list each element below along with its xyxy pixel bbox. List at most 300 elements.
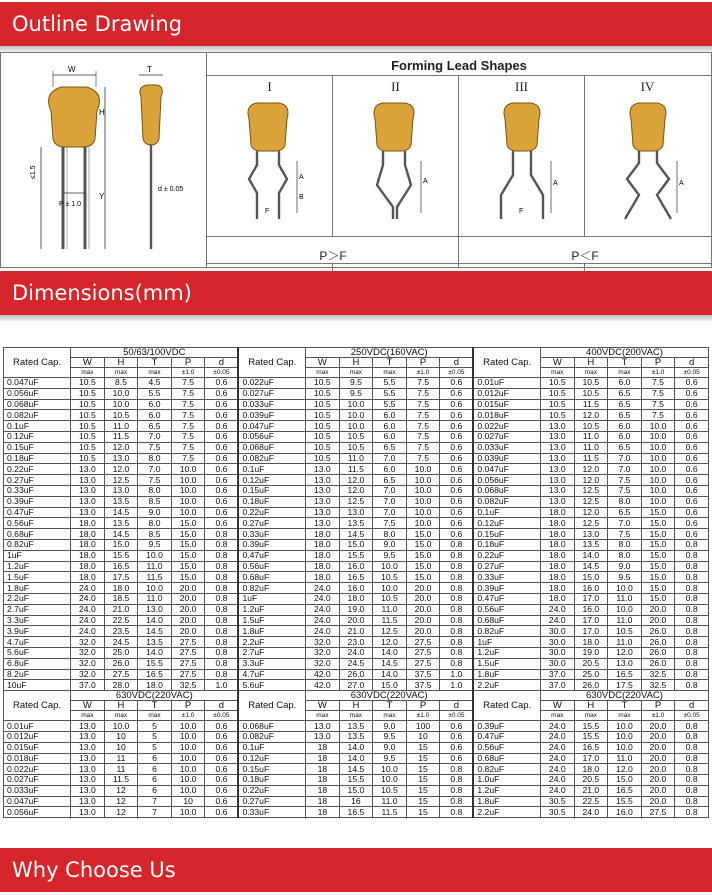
table-cell: 0.6	[205, 431, 239, 442]
table-cell: 6.0	[373, 431, 407, 442]
table-cell: 27.5	[171, 669, 205, 680]
capacitance-cell: 0.68uF	[473, 753, 540, 764]
table-cell: 16.5	[339, 807, 373, 818]
table-cell: 10.0	[373, 764, 407, 775]
column-header: d	[675, 358, 709, 368]
dimensions-table	[3, 347, 709, 818]
table-cell: 11.0	[104, 421, 138, 432]
capacitance-cell: 0.82uF	[4, 539, 71, 550]
table-cell: 11.5	[373, 807, 407, 818]
table-cell: 0.6	[440, 421, 474, 432]
table-cell: 0.6	[440, 742, 474, 753]
table-cell: 37.0	[541, 669, 575, 680]
table-cell: 13.0	[71, 753, 105, 764]
table-cell: 20.0	[641, 604, 675, 615]
table-cell: 7	[138, 796, 172, 807]
column-subheader: ±1.0	[641, 368, 675, 378]
table-cell: 12.5	[104, 475, 138, 486]
table-cell: 30.0	[541, 626, 575, 637]
table-cell: 32.0	[71, 658, 105, 669]
table-cell: 7.5	[171, 421, 205, 432]
table-cell: 12.0	[608, 647, 642, 658]
table-cell: 0.8	[205, 572, 239, 583]
table-row	[4, 731, 709, 742]
table-cell: 12.0	[574, 410, 608, 421]
forming-lead-shapes	[207, 53, 711, 267]
capacitance-cell: 0.39uF	[473, 721, 540, 732]
table-cell: 9.5	[373, 753, 407, 764]
table-cell: 15.0	[406, 539, 440, 550]
table-cell: 0.6	[205, 475, 239, 486]
table-cell: 20.0	[641, 796, 675, 807]
table-cell: 10.0	[373, 583, 407, 594]
capacitance-cell: 4.7uF	[238, 669, 305, 680]
capacitance-cell: 0.027uF	[238, 388, 305, 399]
table-cell: 13.0	[71, 807, 105, 818]
table-cell: 6.5	[373, 442, 407, 453]
table-cell: 0.8	[205, 604, 239, 615]
table-row	[4, 796, 709, 807]
column-subheader: max	[574, 368, 608, 378]
table-cell: 26.0	[339, 669, 373, 680]
table-cell: 10.0	[171, 731, 205, 742]
column-header: H	[104, 701, 138, 711]
table-cell: 11.0	[373, 796, 407, 807]
capacitance-cell: 0.39uF	[473, 583, 540, 594]
table-cell: 0.6	[205, 399, 239, 410]
table-cell: 10.0	[406, 464, 440, 475]
table-cell: 0.6	[205, 753, 239, 764]
table-cell: 20.0	[171, 615, 205, 626]
table-cell: 10.0	[339, 410, 373, 421]
capacitance-cell: 0.47uF	[473, 593, 540, 604]
table-row	[4, 647, 709, 658]
table-cell: 8.0	[608, 550, 642, 561]
table-cell: 10.5	[306, 453, 340, 464]
capacitance-cell: 0.27uF	[238, 518, 305, 529]
column-header: d	[440, 358, 474, 368]
capacitance-cell: 0.018uF	[4, 753, 71, 764]
capacitance-cell: 3.3uF	[238, 658, 305, 669]
table-cell: 0.8	[675, 721, 709, 732]
table-cell: 0.6	[440, 496, 474, 507]
table-cell: 12.5	[574, 496, 608, 507]
column-header: W	[541, 701, 575, 711]
table-cell: 0.6	[440, 442, 474, 453]
table-cell: 0.6	[205, 453, 239, 464]
capacitance-cell: 2.2uF	[473, 680, 540, 691]
lead-diameter-label: d ± 0.05	[158, 186, 184, 193]
table-cell: 15.0	[171, 561, 205, 572]
table-cell: 12.0	[608, 764, 642, 775]
table-cell: 18	[306, 753, 340, 764]
capacitance-cell: 0.056uF	[473, 475, 540, 486]
table-cell: 10.5	[574, 378, 608, 389]
column-header: H	[574, 701, 608, 711]
capacitance-cell: 0.01uF	[4, 721, 71, 732]
column-header: W	[71, 358, 105, 368]
table-cell: 11.5	[138, 572, 172, 583]
table-cell: 20.5	[574, 775, 608, 786]
table-cell: 0.8	[675, 785, 709, 796]
table-cell: 7.5	[406, 421, 440, 432]
column-subheader: max	[574, 711, 608, 721]
table-cell: 11.5	[104, 775, 138, 786]
shape-1-a: A	[299, 174, 304, 181]
capacitance-cell: 0.027uF	[4, 775, 71, 786]
table-cell: 32.0	[71, 669, 105, 680]
table-cell: 0.6	[675, 378, 709, 389]
table-cell: 24.0	[541, 785, 575, 796]
capacitance-cell: 5.6uF	[238, 680, 305, 691]
table-cell: 7.5	[641, 410, 675, 421]
column-header: T	[608, 701, 642, 711]
capacitance-cell: 0.1uF	[473, 507, 540, 518]
table-cell: 27.5	[171, 647, 205, 658]
table-row	[4, 753, 709, 764]
table-cell: 24.0	[306, 583, 340, 594]
table-row	[4, 539, 709, 550]
table-cell: 11.5	[574, 399, 608, 410]
table-row	[4, 475, 709, 486]
table-cell: 18.0	[541, 539, 575, 550]
table-cell: 15.0	[104, 539, 138, 550]
shape-roman-3: III	[515, 79, 528, 94]
table-cell: 16	[339, 796, 373, 807]
table-cell: 0.8	[675, 764, 709, 775]
capacitance-cell: 1uF	[4, 550, 71, 561]
table-cell: 9.5	[373, 550, 407, 561]
table-cell: 26.0	[641, 658, 675, 669]
table-cell: 15	[406, 775, 440, 786]
column-subheader: ±1.0	[171, 368, 205, 378]
table-cell: 13.0	[71, 475, 105, 486]
table-cell: 10.5	[339, 442, 373, 453]
table-cell: 0.8	[205, 593, 239, 604]
table-cell: 10.0	[641, 431, 675, 442]
table-cell: 18.0	[306, 572, 340, 583]
capacitance-cell: 0.56uF	[238, 561, 305, 572]
capacitance-cell: 0.22uF	[473, 550, 540, 561]
table-row	[4, 561, 709, 572]
column-header: W	[306, 701, 340, 711]
table-cell: 7.0	[138, 431, 172, 442]
capacitance-cell: 0.018uF	[473, 410, 540, 421]
table-cell: 10.5	[306, 399, 340, 410]
table-cell: 14.5	[373, 658, 407, 669]
table-cell: 13.0	[541, 421, 575, 432]
table-cell: 13.0	[71, 731, 105, 742]
table-cell: 13.5	[104, 518, 138, 529]
table-cell: 18.0	[306, 539, 340, 550]
capacitance-cell: 1.2uF	[238, 604, 305, 615]
capacitance-cell: 1.5uF	[473, 658, 540, 669]
table-cell: 0.8	[440, 807, 474, 818]
table-cell: 0.8	[675, 593, 709, 604]
table-cell: 20.0	[406, 615, 440, 626]
table-cell: 12	[104, 796, 138, 807]
column-header: d	[440, 701, 474, 711]
capacitance-cell: 0.022uF	[4, 764, 71, 775]
table-cell: 16.0	[574, 604, 608, 615]
table-cell: 26.0	[104, 658, 138, 669]
table-cell: 10.0	[171, 485, 205, 496]
table-cell: 0.6	[675, 399, 709, 410]
table-cell: 10.0	[608, 742, 642, 753]
table-cell: 26.0	[641, 647, 675, 658]
table-cell: 6	[138, 764, 172, 775]
table-cell: 10.5	[373, 593, 407, 604]
rated-cap-header: Rated Cap.	[473, 348, 540, 378]
table-cell: 16.0	[339, 583, 373, 594]
table-cell: 15.0	[171, 518, 205, 529]
table-cell: 0.8	[205, 669, 239, 680]
column-subheader: max	[104, 368, 138, 378]
table-cell: 16.5	[138, 669, 172, 680]
table-cell: 0.8	[440, 775, 474, 786]
table-cell: 13.0	[104, 485, 138, 496]
capacitance-cell: 0.33uF	[473, 572, 540, 583]
table-cell: 20.0	[641, 753, 675, 764]
table-cell: 18.0	[104, 583, 138, 594]
table-cell: 6.0	[373, 421, 407, 432]
capacitance-cell: 0.039uF	[473, 453, 540, 464]
column-subheader: ±0.05	[440, 711, 474, 721]
table-cell: 32.5	[171, 680, 205, 691]
table-cell: 10.0	[171, 475, 205, 486]
table-header-row	[4, 348, 709, 358]
table-cell: 13.0	[541, 442, 575, 453]
table-cell: 11	[104, 753, 138, 764]
table-cell: 10.0	[641, 442, 675, 453]
table-row	[4, 518, 709, 529]
capacitance-cell: 0.068uF	[238, 721, 305, 732]
table-cell: 24.0	[541, 721, 575, 732]
table-cell: 13.0	[541, 496, 575, 507]
column-subheader: max	[71, 711, 105, 721]
table-cell: 37.5	[406, 680, 440, 691]
table-cell: 24.0	[541, 764, 575, 775]
shape-roman-4: IV	[640, 79, 655, 94]
dimensions-banner: Dimensions(mm)	[0, 271, 712, 315]
table-cell: 0.8	[675, 572, 709, 583]
table-cell: 0.6	[440, 410, 474, 421]
table-cell: 18	[306, 807, 340, 818]
table-cell: 7.5	[608, 485, 642, 496]
shape-4-drawing	[605, 95, 695, 229]
table-cell: 20.0	[641, 742, 675, 753]
table-cell: 18.0	[306, 550, 340, 561]
table-cell: 13.0	[608, 658, 642, 669]
table-cell: 12.0	[339, 475, 373, 486]
column-subheader: max	[306, 368, 340, 378]
table-cell: 0.6	[440, 721, 474, 732]
table-cell: 10.5	[71, 378, 105, 389]
table-cell: 10.0	[171, 507, 205, 518]
table-cell: 15.0	[171, 572, 205, 583]
table-cell: 0.6	[440, 518, 474, 529]
table-cell: 0.8	[675, 658, 709, 669]
table-cell: 24.0	[574, 807, 608, 818]
table-cell: 18	[306, 796, 340, 807]
table-cell: 7.5	[406, 410, 440, 421]
table-cell: 18.0	[306, 529, 340, 540]
table-cell: 24.0	[71, 626, 105, 637]
table-cell: 25.0	[574, 669, 608, 680]
table-cell: 24.0	[306, 615, 340, 626]
table-cell: 0.6	[205, 775, 239, 786]
table-cell: 10.5	[541, 410, 575, 421]
table-cell: 0.8	[675, 807, 709, 818]
table-cell: 7.5	[373, 518, 407, 529]
shape-3-a: A	[553, 180, 558, 187]
table-cell: 0.8	[440, 604, 474, 615]
table-cell: 18.0	[574, 764, 608, 775]
table-cell: 0.6	[675, 518, 709, 529]
table-cell: 5	[138, 731, 172, 742]
why-choose-us-banner: Why Choose Us	[0, 848, 712, 892]
table-cell: 37.5	[406, 669, 440, 680]
table-header-row	[4, 711, 709, 721]
table-cell: 8.5	[104, 378, 138, 389]
table-row	[4, 453, 709, 464]
capacitance-cell: 8.2uF	[4, 669, 71, 680]
table-cell: 13.0	[306, 485, 340, 496]
capacitance-cell: 1.2uF	[4, 561, 71, 572]
table-cell: 19.0	[339, 604, 373, 615]
table-cell: 0.8	[205, 550, 239, 561]
capacitance-cell: 0.068uF	[238, 442, 305, 453]
table-cell: 11.5	[104, 431, 138, 442]
table-cell: 7.0	[138, 464, 172, 475]
table-cell: 11.0	[574, 442, 608, 453]
table-cell: 10.0	[608, 583, 642, 594]
capacitance-cell: 2.7uF	[4, 604, 71, 615]
banner-shadow	[0, 315, 712, 321]
column-header: W	[71, 701, 105, 711]
capacitance-cell: 0.033uF	[4, 785, 71, 796]
capacitance-cell: 0.012uF	[473, 388, 540, 399]
table-cell: 18.0	[541, 572, 575, 583]
table-cell: 0.8	[440, 658, 474, 669]
table-cell: 18.0	[71, 561, 105, 572]
table-cell: 14.5	[339, 529, 373, 540]
column-subheader: ±1.0	[641, 711, 675, 721]
table-cell: 30.0	[541, 637, 575, 648]
table-cell: 15	[406, 785, 440, 796]
table-cell: 0.8	[675, 561, 709, 572]
table-cell: 10.0	[608, 721, 642, 732]
table-cell: 20.0	[171, 583, 205, 594]
column-subheader: max	[71, 368, 105, 378]
dim-y-label: Y	[99, 192, 105, 201]
capacitance-cell: 0.39uF	[4, 496, 71, 507]
table-cell: 6.0	[373, 410, 407, 421]
table-cell: 0.6	[440, 507, 474, 518]
table-cell: 28.0	[104, 680, 138, 691]
table-cell: 32.5	[641, 680, 675, 691]
table-cell: 24.0	[541, 775, 575, 786]
table-row	[4, 626, 709, 637]
table-cell: 13.0	[71, 485, 105, 496]
table-cell: 24.0	[71, 615, 105, 626]
column-subheader: max	[339, 711, 373, 721]
table-cell: 10.0	[339, 421, 373, 432]
capacitance-cell: 0.15uF	[238, 764, 305, 775]
table-cell: 16.5	[104, 561, 138, 572]
table-cell: 24.0	[71, 593, 105, 604]
table-cell: 14.0	[339, 753, 373, 764]
capacitance-cell: 1.2uF	[473, 647, 540, 658]
table-cell: 15.5	[574, 721, 608, 732]
table-cell: 0.6	[205, 507, 239, 518]
table-cell: 11.0	[138, 561, 172, 572]
capacitance-cell: 0.01uF	[473, 378, 540, 389]
table-cell: 6.5	[608, 507, 642, 518]
column-subheader: ±1.0	[171, 711, 205, 721]
table-cell: 13.5	[339, 721, 373, 732]
table-cell: 0.8	[675, 669, 709, 680]
rated-cap-header: Rated Cap.	[238, 691, 305, 721]
shape-1-drawing	[227, 95, 317, 229]
table-cell: 10.5	[306, 442, 340, 453]
column-header: H	[104, 358, 138, 368]
shape-2-drawing	[353, 95, 443, 229]
table-cell: 6.5	[373, 475, 407, 486]
table-cell: 12.5	[574, 485, 608, 496]
table-cell: 32.0	[71, 637, 105, 648]
column-subheader: ±1.0	[406, 711, 440, 721]
table-cell: 10.0	[104, 399, 138, 410]
table-cell: 6.5	[608, 410, 642, 421]
table-cell: 9.0	[373, 742, 407, 753]
column-subheader: ±0.05	[205, 368, 239, 378]
table-row	[4, 764, 709, 775]
table-cell: 18.0	[71, 539, 105, 550]
table-cell: 10	[406, 731, 440, 742]
table-cell: 12.0	[574, 507, 608, 518]
table-cell: 14.5	[339, 764, 373, 775]
table-cell: 7.5	[138, 475, 172, 486]
table-cell: 13.0	[104, 453, 138, 464]
table-cell: 4.5	[138, 378, 172, 389]
capacitance-cell: 2.7uF	[238, 647, 305, 658]
table-row	[4, 669, 709, 680]
capacitance-cell: 0.22uF	[238, 785, 305, 796]
table-cell: 14.0	[138, 647, 172, 658]
capacitance-cell: 0.22uF	[4, 464, 71, 475]
capacitance-cell: 0.27uF	[4, 475, 71, 486]
table-cell: 13.5	[138, 637, 172, 648]
table-cell: 6.0	[138, 410, 172, 421]
table-cell: 32.0	[306, 647, 340, 658]
table-cell: 20.0	[406, 626, 440, 637]
table-cell: 0.6	[675, 507, 709, 518]
table-cell: 0.8	[440, 796, 474, 807]
table-cell: 18	[306, 775, 340, 786]
table-cell: 9.5	[608, 572, 642, 583]
voltage-group-header: 250VDC(160VAC)	[306, 348, 474, 358]
capacitance-cell: 0.056uF	[238, 431, 305, 442]
capacitance-cell: 0.082uF	[238, 731, 305, 742]
table-cell: 11.0	[608, 593, 642, 604]
table-cell: 18.0	[541, 529, 575, 540]
table-row	[4, 807, 709, 818]
table-cell: 0.6	[205, 378, 239, 389]
table-cell: 0.8	[440, 561, 474, 572]
table-cell: 10.0	[171, 742, 205, 753]
capacitance-cell: 2.2uF	[238, 637, 305, 648]
